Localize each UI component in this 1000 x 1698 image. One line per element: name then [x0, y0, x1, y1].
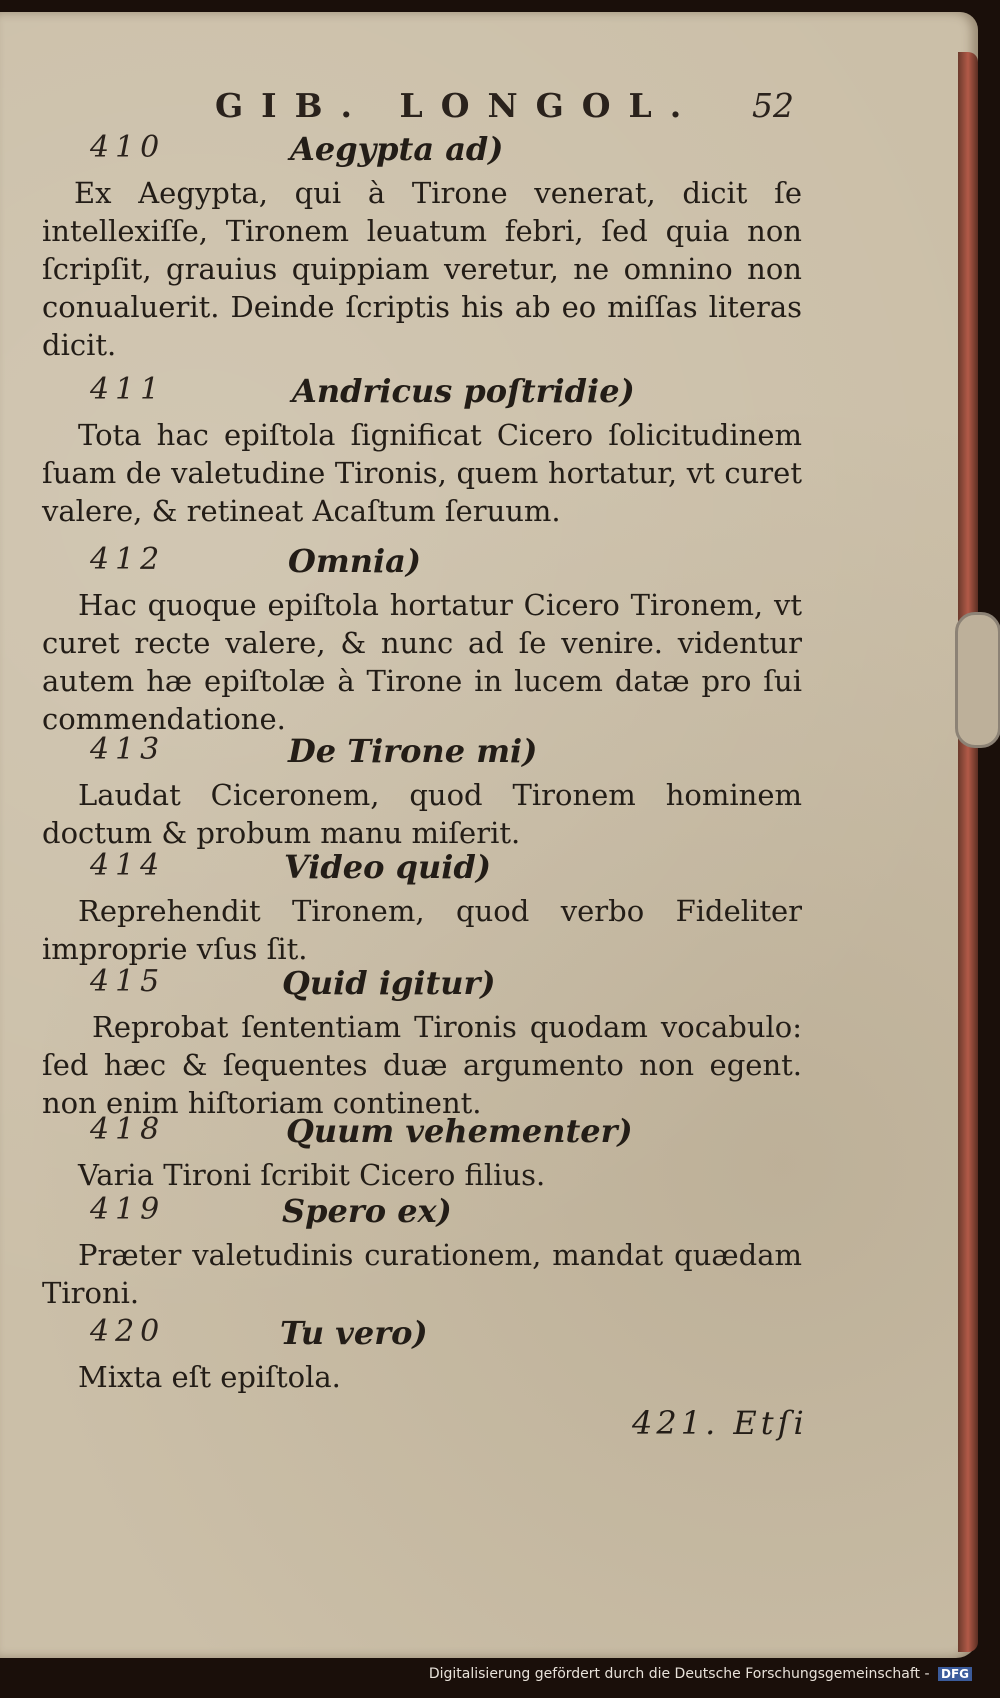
catchword: 421. Etſi [632, 1404, 808, 1442]
entry-lemma: Spero ex) [282, 1192, 452, 1230]
dfg-logo: DFG [938, 1667, 972, 1681]
entry-text: Hac quoque epiſtola hortatur Cicero Tironem, vt curet recte valere, & nunc ad ſe venire. videntur autem hæ epiſtolæ à Tirone in lucem datæ pro ſui commendatione. [42, 588, 802, 736]
entry-lemma: Quum vehementer) [286, 1112, 633, 1150]
entry-number: 412 [90, 542, 166, 577]
entry-heading [42, 542, 802, 586]
entry-text: Laudat Ciceronem, quod Tironem hominem doctum & probum manu miſerit. [42, 778, 802, 850]
entry-heading [42, 372, 802, 416]
entry-number: 419 [90, 1192, 166, 1227]
page-clip [955, 612, 1000, 748]
folio-number: 52 [752, 86, 794, 125]
entry-418 [42, 1112, 802, 1194]
entry-413 [42, 732, 802, 852]
entry-text: Varia Tironi ſcribit Cicero filius. [78, 1158, 546, 1192]
entry-text: Tota hac epiſtola ſignificat Cicero ſolicitudinem ſuam de valetudine Tironis, quem hortatur, vt curet valere, & retineat Acaſtum ſeruum. [42, 418, 802, 528]
entry-text: Ex Aegypta, qui à Tirone venerat, dicit ſe intellexiſſe, Tironem leuatum febri, ſed quia non ſcripſit, grauius quippiam veretur, ne omnino non conualuerit. Deinde ſcriptis his ab eo miſſas literas dicit. [42, 176, 802, 362]
entry-415 [42, 964, 802, 1122]
entry-412 [42, 542, 802, 738]
entry-419 [42, 1192, 802, 1312]
entry-number: 418 [90, 1112, 166, 1147]
entry-number: 414 [90, 848, 166, 883]
entry-text: Præter valetudinis curationem, mandat quædam Tironi. [42, 1238, 802, 1310]
entry-410 [42, 130, 802, 364]
entry-heading [42, 1192, 802, 1236]
entry-lemma: Andricus poſtridie) [292, 372, 635, 410]
entry-411 [42, 372, 802, 530]
entry-text: Mixta eſt epiſtola. [78, 1360, 341, 1394]
entry-heading [42, 1314, 802, 1358]
entry-lemma: Video quid) [284, 848, 491, 886]
entry-heading [42, 1112, 802, 1156]
entry-lemma: Quid igitur) [282, 964, 496, 1002]
digitization-footer [429, 1666, 972, 1682]
entry-420 [42, 1314, 802, 1396]
entry-text: Reprobat ſententiam Tironis quodam vocabulo: ſed hæc & ſequentes duæ argumento non egent. non enim hiſtoriam continent. [42, 1010, 802, 1120]
entry-number: 420 [90, 1314, 166, 1349]
entry-heading [42, 964, 802, 1008]
book-page [0, 12, 978, 1658]
entry-heading [42, 848, 802, 892]
entry-number: 410 [90, 130, 166, 165]
entry-text: Reprehendit Tironem, quod verbo Fideliter improprie vſus ſit. [42, 894, 802, 966]
entry-lemma: Omnia) [288, 542, 422, 580]
entry-number: 411 [90, 372, 166, 407]
entry-lemma: Aegypta ad) [290, 130, 504, 168]
entry-heading [42, 130, 802, 174]
entry-414 [42, 848, 802, 968]
page-edge [958, 52, 978, 1652]
running-head: GIB. LONGOL. [215, 86, 700, 125]
footer-text: Digitalisierung gefördert durch die Deutsche Forschungsgemeinschaft - [428, 1666, 930, 1682]
entry-lemma: Tu vero) [280, 1314, 428, 1352]
entry-lemma: De Tirone mi) [288, 732, 538, 770]
entry-number: 415 [90, 964, 166, 999]
entry-number: 413 [90, 732, 166, 767]
entry-heading [42, 732, 802, 776]
